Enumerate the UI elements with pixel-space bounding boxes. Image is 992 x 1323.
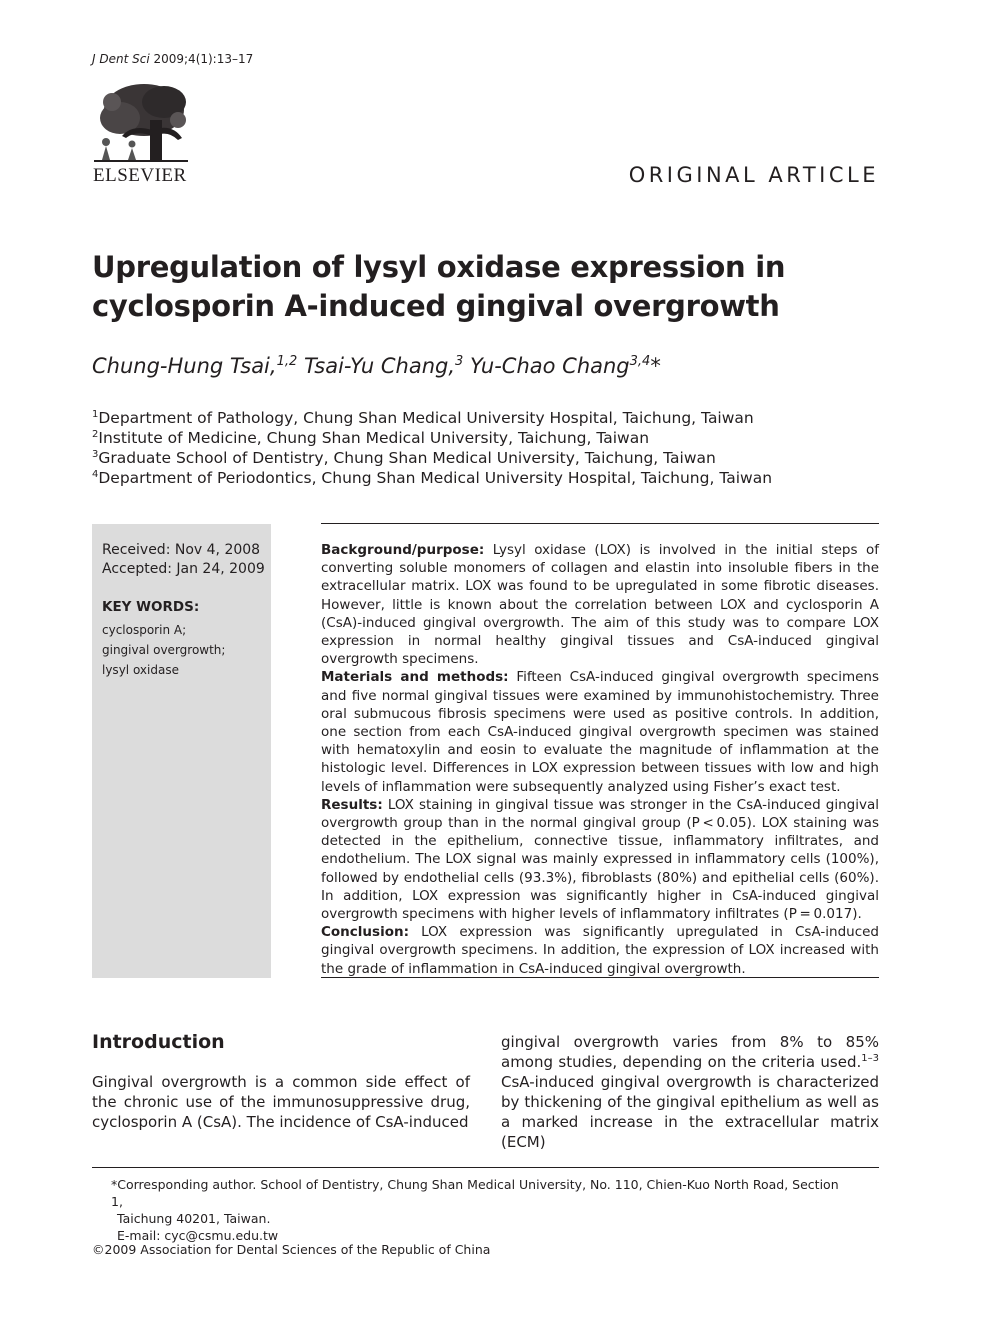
- corresponding-mark: *: [650, 354, 661, 378]
- affiliation-item: [92, 428, 772, 448]
- keyword-item: cyclosporin A;: [102, 623, 187, 637]
- introduction-heading: Introduction: [92, 1031, 225, 1053]
- footnote-email: E-mail: cyc@csmu.edu.tw: [117, 1228, 279, 1243]
- author-affil-ref: 3,4: [629, 354, 651, 369]
- abstract-section-text: Lysyl oxidase (LOX) is involved in the initial steps of converting soluble monomers of collagen and elastin into insoluble fibers in the extracellular matrix. LOX was found to be upregulated in some fibrotic diseases. However, little is known about the correlation between LOX and cyclosporin A (CsA)-induced gingival overgrowth. The aim of this study was to compare LOX expression in normal healthy gingival tissues and CsA-induced gingival overgrowth specimens.: [321, 542, 879, 668]
- affiliation-number: 4: [92, 468, 99, 480]
- journal-citation: [92, 52, 253, 66]
- corresponding-author-footnote: [111, 1176, 851, 1244]
- abstract-section-text: LOX expression was significantly upregulated in CsA-induced gingival overgrowth specimens. In addition, the expression of LOX increased with the grade of inflammation in CsA-induced gingival overgrowth.: [321, 924, 879, 977]
- citation-ref: 1–3: [861, 1053, 879, 1064]
- abstract-section-label: Conclusion:: [321, 924, 409, 941]
- received-date: Received: Nov 4, 2008: [102, 542, 261, 558]
- affiliation-number: 2: [92, 428, 99, 440]
- copyright-notice: ©2009 Association for Dental Sciences of the Republic of China: [92, 1242, 491, 1257]
- abstract-section-text: LOX staining in gingival tissue was stronger in the CsA-induced gingival overgrowth group than in the normal gingival group (P < 0.05). LOX staining was detected in the epithelium, connective tissue, inflammatory infiltrates, and endothelium. The LOX signal was mainly expressed in inflammatory cells (100%), followed by endothelial cells (93.3%), fibroblasts (80%) and epithelial cells (60%). In addition, LOX expression was significantly higher in CsA-induced gingival overgrowth specimens with higher levels of inflammatory infiltrates (P = 0.017).: [321, 796, 879, 923]
- keyword-item: lysyl oxidase: [102, 663, 179, 677]
- introduction-left-column: [92, 1072, 470, 1132]
- author-name: Yu-Chao Chang: [470, 354, 630, 378]
- abstract-conclusion: [321, 923, 879, 978]
- keywords-list: [102, 620, 225, 680]
- affiliation-list: [92, 408, 772, 488]
- body-paragraph: Gingival overgrowth is a common side effect of the chronic use of the immunosuppressive drug, cyclosporin A (CsA). The incidence of CsA-induced: [92, 1073, 470, 1131]
- author-affil-ref: 1,2: [276, 354, 298, 369]
- abstract-methods: [321, 668, 879, 795]
- keywords-heading: KEY WORDS:: [102, 599, 200, 615]
- abstract-results: [321, 796, 879, 923]
- abstract-section-label: Materials and methods:: [321, 669, 509, 686]
- abstract-background: [321, 541, 879, 668]
- article-title: Upregulation of lysyl oxidase expression in cyclosporin A-induced gingival overgrowth: [92, 250, 786, 323]
- author-name: Tsai-Yu Chang,: [303, 354, 456, 378]
- abstract: [321, 541, 879, 978]
- author-affil-ref: 3: [455, 354, 464, 369]
- body-paragraph: [501, 1032, 879, 1152]
- publisher-logo-word: ELSEVIER: [93, 165, 187, 186]
- affiliation-number: 1: [92, 408, 99, 420]
- article-type: ORIGINAL ARTICLE: [628, 163, 879, 187]
- footnote-rule: [92, 1167, 879, 1168]
- article-info-box: [92, 524, 271, 978]
- author-list: [92, 354, 661, 378]
- journal-volume: 2009;4(1):13–17: [149, 52, 254, 66]
- accepted-date: Accepted: Jan 24, 2009: [102, 560, 265, 577]
- article-dates: [102, 541, 265, 578]
- affiliation-text: Graduate School of Dentistry, Chung Shan Medical University, Taichung, Taiwan: [98, 449, 716, 467]
- affiliation-item: [92, 408, 772, 428]
- footnote-line: *Corresponding author. School of Dentistry, Chung Shan Medical University, No. 110, Chien-Kuo North Road, Section 1,: [111, 1177, 839, 1209]
- introduction-right-column: [501, 1032, 879, 1152]
- keyword-item: gingival overgrowth;: [102, 643, 226, 657]
- footnote-line: Taichung 40201, Taiwan.: [117, 1211, 271, 1226]
- abstract-section-label: Results:: [321, 796, 383, 813]
- abstract-section-label: Background/purpose:: [321, 542, 485, 558]
- affiliation-number: 3: [92, 448, 99, 460]
- affiliation-item: [92, 448, 772, 468]
- author-name: Chung-Hung Tsai,: [92, 354, 277, 378]
- abstract-bottom-rule: [321, 977, 879, 978]
- abstract-section-text: Fifteen CsA-induced gingival overgrowth specimens and five normal gingival tissues were examined by immunohistochemistry. Three oral submucous fibrosis specimens were used as positive controls. In addition, one section from each CsA-induced gingival overgrowth specimen was stained with hematoxylin and eosin to evaluate the magnitude of inflammation at the histologic level. Differences in LOX expression between tissues with low and high levels of inflammation were subsequently analyzed using Fisher’s exact test.: [321, 669, 879, 795]
- affiliation-item: [92, 468, 772, 488]
- affiliation-text: Institute of Medicine, Chung Shan Medical University, Taichung, Taiwan: [98, 429, 650, 447]
- abstract-top-rule: [321, 523, 879, 524]
- body-text: CsA-induced gingival overgrowth is characterized by thickening of the gingival epithelium as well as a marked increase in the extracellular matrix (ECM): [501, 1073, 879, 1151]
- body-text: gingival overgrowth varies from 8% to 85% among studies, depending on the criteria used.: [501, 1033, 879, 1071]
- affiliation-text: Department of Periodontics, Chung Shan Medical University Hospital, Taichung, Taiwan: [98, 469, 773, 487]
- affiliation-text: Department of Pathology, Chung Shan Medical University Hospital, Taichung, Taiwan: [98, 409, 754, 427]
- journal-name: J Dent Sci: [92, 52, 150, 66]
